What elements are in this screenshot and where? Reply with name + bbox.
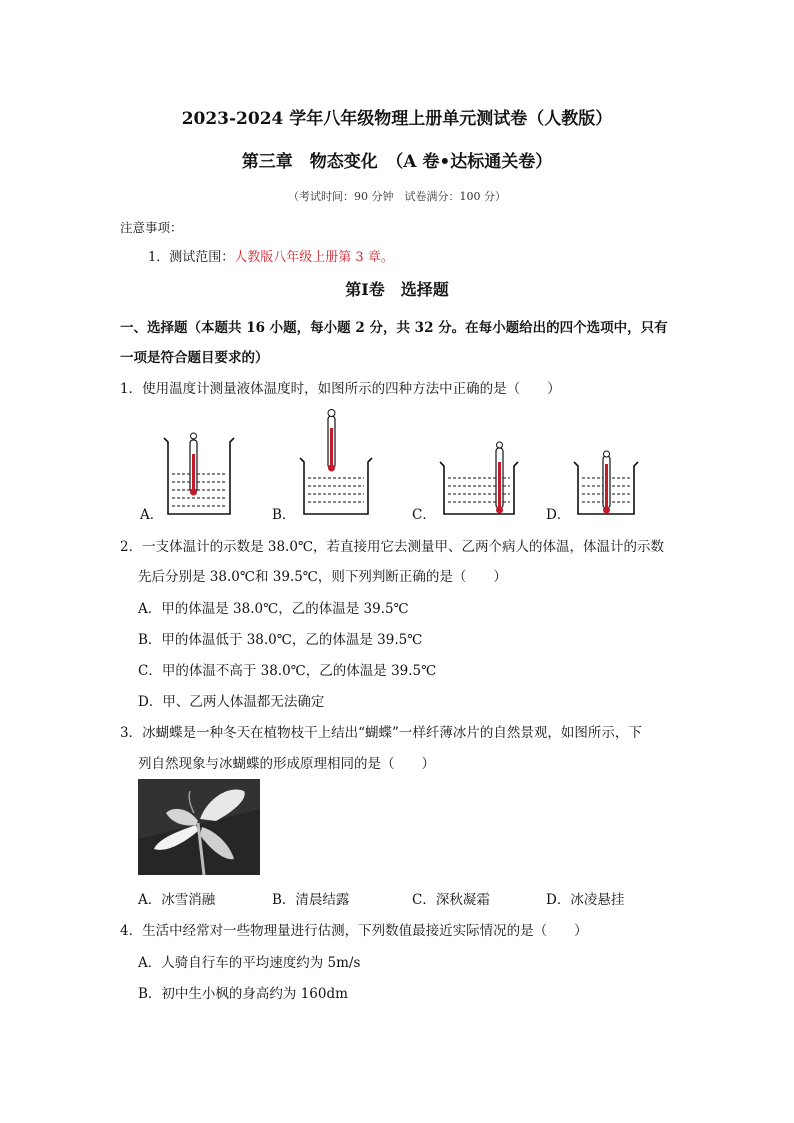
q1-figure-d: [570, 450, 642, 518]
q2-option-c: C．甲的体温不高于 38.0℃，乙的体温是 39.5℃: [138, 663, 437, 679]
q3-option-c: C．深秋凝霜: [412, 892, 490, 908]
q2-option-d: D．甲、乙两人体温都无法确定: [138, 694, 325, 710]
q3-option-b: B．清晨结露: [272, 892, 350, 908]
paper-title: 2023-2024 学年八年级物理上册单元测试卷（人教版）: [181, 109, 613, 129]
part1-line2: 一项是符合题目要求的）: [120, 350, 269, 366]
q4-option-a: A．人骑自行车的平均速度约为 5m/s: [138, 955, 361, 971]
q3-ice-butterfly-photo: [138, 779, 260, 875]
q1-figure-c: [436, 440, 522, 518]
notice-heading: 注意事项：: [120, 220, 183, 235]
q3-option-a: A．冰雪消融: [138, 892, 216, 908]
notice-item-scope: 人教版八年级上册第 3 章。: [234, 250, 394, 265]
q2-stem-line1: 2．一支体温计的示数是 38.0℃，若直接用它去测量甲、乙两个病人的体温，体温计的示数: [120, 539, 665, 555]
q3-stem-line2: 列自然现象与冰蝴蝶的形成原理相同的是（ ）: [138, 756, 435, 772]
q2-option-b: B．甲的体温低于 38.0℃，乙的体温是 39.5℃: [138, 632, 423, 648]
q3-stem-line1: 3．冰蝴蝶是一种冬天在植物枝干上结出“蝴蝶”一样纤薄冰片的自然景观，如图所示，下: [120, 725, 642, 741]
part1-line1: 一、选择题（本题共 16 小题，每小题 2 分，共 32 分。在每小题给出的四个选项中，只有: [120, 320, 668, 336]
chapter-title: 第三章 物态变化 （A 卷•达标通关卷）: [241, 152, 553, 172]
q2-stem-line2: 先后分别是 38.0℃和 39.5℃，则下列判断正确的是（ ）: [138, 569, 507, 585]
notice-item-prefix: 1．测试范围：: [148, 250, 235, 265]
q1-label-b: B．: [272, 507, 296, 523]
q1-figure-a: [160, 432, 238, 518]
q4-stem: 4．生活中经常对一些物理量进行估测，下列数值最接近实际情况的是（ ）: [120, 923, 588, 939]
q1-label-d: D．: [546, 507, 571, 523]
notice-item: [148, 246, 394, 265]
q4-option-b: B．初中生小枫的身高约为 160dm: [138, 986, 348, 1002]
q1-label-a: A．: [140, 507, 164, 523]
q2-option-a: A．甲的体温是 38.0℃，乙的体温是 39.5℃: [138, 601, 409, 617]
q1-label-c: C．: [412, 507, 436, 523]
exam-info: （考试时间：90 分钟 试卷满分：100 分）: [288, 190, 506, 203]
section-title: 第Ⅰ卷 选择题: [345, 280, 449, 299]
q3-option-d: D．冰凌悬挂: [546, 892, 625, 908]
q1-figure-b: [296, 408, 376, 518]
q1-stem: 1．使用温度计测量液体温度时，如图所示的四种方法中正确的是（ ）: [120, 381, 561, 397]
